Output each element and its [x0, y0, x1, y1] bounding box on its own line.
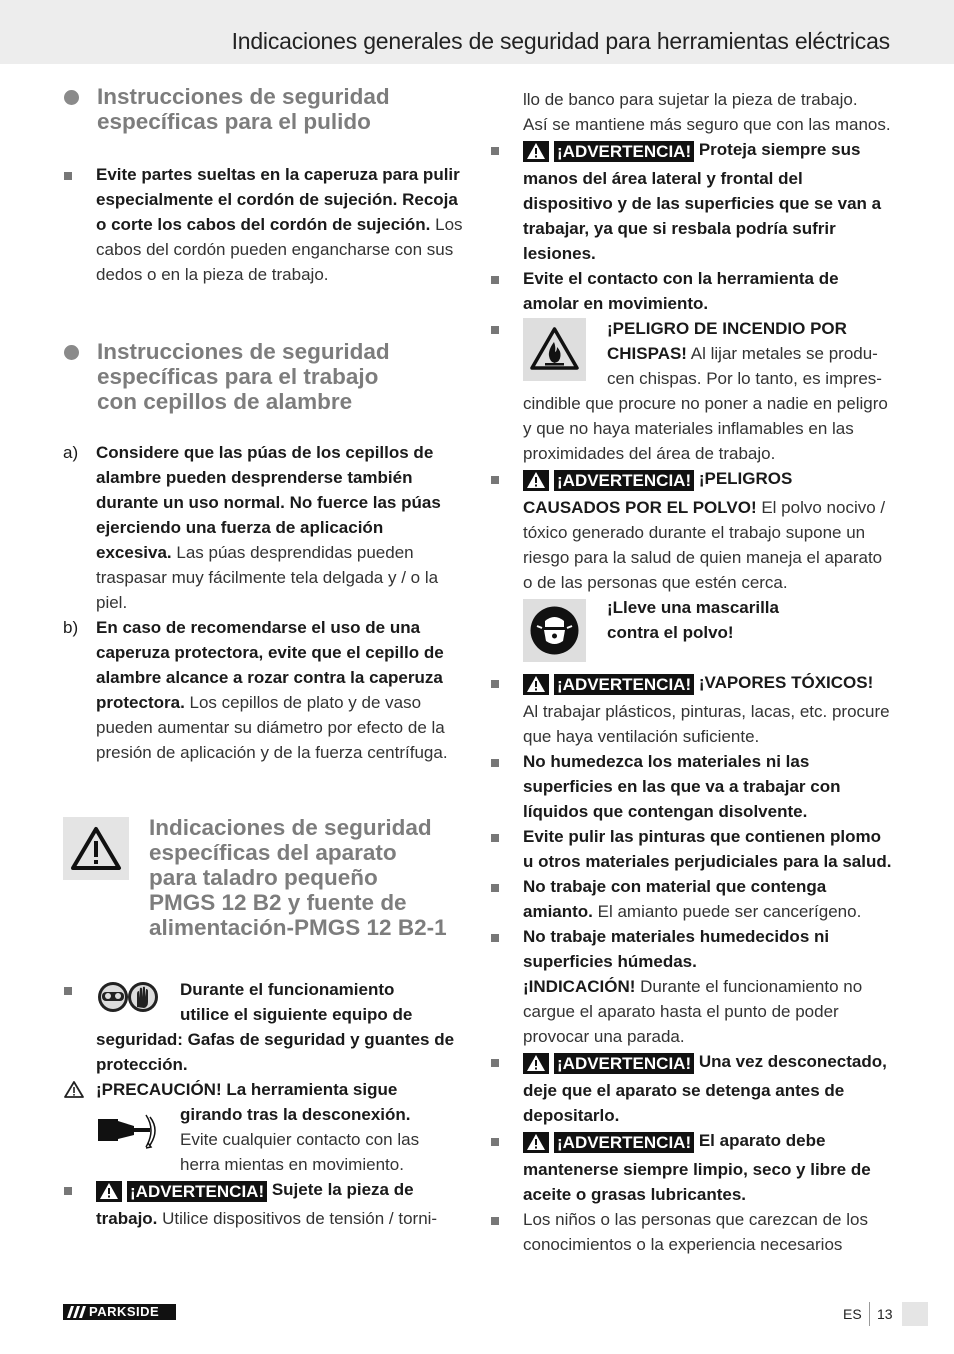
- fire-item: [490, 316, 892, 466]
- warning-label: [523, 674, 694, 699]
- square-bullet-icon: [64, 1187, 72, 1195]
- right-column: [490, 87, 892, 1257]
- item-text: Los cabos del cordón pueden engancharse con sus dedos o en la pieza de trabajo.: [96, 215, 463, 284]
- bullet-dot-icon: [64, 90, 79, 105]
- warning-triangle-icon: [96, 1181, 122, 1202]
- square-bullet-icon: [491, 1059, 499, 1067]
- continued-text: [490, 87, 892, 137]
- warning-box: [63, 817, 129, 880]
- warning-item-stop: [490, 1049, 892, 1128]
- square-bullet-icon: [491, 276, 499, 284]
- square-bullet-icon: [64, 987, 72, 995]
- item-bold-text: Sujete la pieza de trabajo.: [96, 1180, 414, 1228]
- warning-item-clamp: [63, 1177, 463, 1231]
- section-heading-polishing: [63, 84, 463, 134]
- square-bullet-icon: [491, 680, 499, 688]
- brand-name: PARKSIDE: [89, 1304, 160, 1319]
- heading-line: alimentación-PMGS 12 B2-1: [149, 915, 447, 940]
- caution-note: herra mientas en movimiento.: [180, 1155, 404, 1174]
- item-text: Las púas desprendidas pueden traspasar muy fácilmente tela delgada y / o la piel.: [96, 543, 439, 612]
- item-text: Los niños o las personas que carezcan de los conocimientos o la experiencia necesarios: [523, 1210, 868, 1254]
- warning-triangle-icon: [523, 470, 549, 491]
- heading-line: Indicaciones de seguridad: [149, 815, 432, 840]
- warning-item-dust: [490, 466, 892, 595]
- square-bullet-icon: [491, 147, 499, 155]
- square-bullet-icon: [64, 172, 72, 180]
- item-bold-text: seguridad: Gafas de seguridad y guantes de protección.: [96, 1030, 455, 1074]
- item-bold-text: contra el polvo!: [607, 623, 734, 642]
- item-bold-text: ¡INDICACIÓN!: [523, 977, 636, 996]
- warning-badge: ¡ADVERTENCIA!: [554, 1053, 694, 1074]
- fire-hazard-icon: [523, 318, 586, 381]
- warning-label: [523, 470, 694, 495]
- footer-tab: [902, 1302, 928, 1326]
- square-bullet-icon: [491, 1217, 499, 1225]
- item-bold-text: ¡VAPORES TÓXICOS!: [694, 673, 874, 692]
- caution-triangle-icon: [63, 1080, 85, 1106]
- item-text: Al lijar metales se produ-: [686, 344, 878, 363]
- list-item: [490, 749, 892, 824]
- heading-line: específicas para el trabajo: [97, 364, 379, 389]
- item-bold-text: CHISPAS!: [607, 344, 687, 363]
- square-bullet-icon: [491, 326, 499, 334]
- warning-label: [523, 1132, 694, 1157]
- item-bold-text: Una vez desconectado, deje que el aparato se detenga antes de depositarlo.: [523, 1052, 887, 1125]
- item-bold-text: No trabaje con material que contenga amianto.: [523, 877, 827, 921]
- goggles-gloves-icon: [97, 980, 159, 1014]
- language-code: ES: [843, 1306, 862, 1322]
- warning-triangle-icon: [523, 141, 549, 162]
- heading-line: específicas del aparato: [149, 840, 397, 865]
- section-heading-wire-brush: [63, 339, 463, 414]
- bullet-dot-icon: [64, 345, 79, 360]
- item-bold-text: ¡Lleve una mascarilla: [607, 598, 779, 617]
- parkside-logo: [63, 1304, 176, 1320]
- warning-badge: ¡ADVERTENCIA!: [127, 1181, 267, 1202]
- caution-note: Evite cualquier contacto con las: [180, 1130, 420, 1149]
- square-bullet-icon: [491, 884, 499, 892]
- list-item: [490, 1207, 892, 1257]
- heading-line: Instrucciones de seguridad: [97, 339, 390, 364]
- list-item: [490, 266, 892, 316]
- section-heading-device: [63, 815, 463, 945]
- list-item-ppe: [63, 977, 463, 1077]
- warning-item-vapors: [490, 670, 892, 749]
- heading-line: PMGS 12 B2 y fuente de: [149, 890, 407, 915]
- dust-mask-icon: [523, 599, 586, 662]
- item-text: llo de banco para sujetar la pieza de trabajo.: [523, 90, 858, 109]
- warning-badge: ¡ADVERTENCIA!: [554, 141, 694, 162]
- list-item: [63, 162, 463, 287]
- warning-triangle-icon: [523, 1053, 549, 1074]
- square-bullet-icon: [491, 934, 499, 942]
- square-bullet-icon: [491, 834, 499, 842]
- item-bold-text: Evite partes sueltas en la caperuza para pulir especialmente el cordón de sujeción. Recoja o corte los cabos del cordón de sujeción.: [96, 165, 460, 234]
- page-title: Indicaciones generales de seguridad para herramientas eléctricas: [231, 28, 890, 54]
- item-bold-text: Evite el contacto con la herramienta de amolar en movimiento.: [523, 269, 839, 313]
- item-text: El polvo nocivo / tóxico generado durante el trabajo supone un riesgo para la salud de quien maneja el aparato o de las personas que estén cerca.: [523, 498, 886, 592]
- caution-text: ¡PRECAUCIÓN! La herramienta sigue: [96, 1080, 398, 1099]
- item-text: Utilice dispositivos de tensión / torni-: [157, 1209, 438, 1228]
- heading-line: para taladro pequeño: [149, 865, 378, 890]
- warning-triangle-icon: [523, 1132, 549, 1153]
- list-item-b: [63, 615, 463, 765]
- square-bullet-icon: [491, 759, 499, 767]
- page-header: [0, 0, 954, 64]
- square-bullet-icon: [491, 1138, 499, 1146]
- heading-text: [149, 815, 447, 940]
- warning-badge: ¡ADVERTENCIA!: [554, 674, 694, 695]
- heading-line: con cepillos de alambre: [97, 389, 353, 414]
- item-text: Así se mantiene más seguro que con las manos.: [523, 115, 891, 134]
- warning-label: [523, 1053, 694, 1078]
- item-label: a): [63, 443, 79, 462]
- warning-badge: ¡ADVERTENCIA!: [554, 1132, 694, 1153]
- item-text: cindible que procure no poner a nadie en peligro y que no haya materiales inflamables en las proximidades del área de trabajo.: [523, 394, 888, 463]
- list-item: [490, 874, 892, 924]
- warning-item-hands: [490, 137, 892, 266]
- item-text: El amianto puede ser cancerígeno.: [592, 902, 862, 921]
- item-bold-text: Evite pulir las pinturas que contienen plomo u otros materiales perjudiciales para la salud.: [523, 827, 892, 871]
- item-bold-text: utilice el siguiente equipo de: [180, 1005, 413, 1024]
- item-label: b): [63, 618, 79, 637]
- item-bold-text: En caso de recomendarse el uso de una caperuza protectora, evite que el cepillo de alambre alcance a rozar contra la caperuza protectora.: [96, 618, 444, 712]
- item-bold-text: No humedezca los materiales ni las superficies en las que va a trabajar con líquidos que contengan disolvente.: [523, 752, 841, 821]
- caution-text: girando tras la desconexión.: [180, 1105, 411, 1124]
- item-text: Durante el funcionamiento no cargue el aparato hasta el punto de poder provocar una parada.: [523, 977, 863, 1046]
- caution-item: [63, 1077, 463, 1177]
- list-item-a: [63, 440, 463, 615]
- heading-line: Instrucciones de seguridad: [97, 84, 390, 109]
- list-item: [490, 824, 892, 874]
- warning-badge: ¡ADVERTENCIA!: [554, 470, 694, 491]
- logo-slashes-icon: [67, 1306, 87, 1318]
- item-text: Al trabajar plásticos, pinturas, lacas, etc. procure que haya ventilación suficiente.: [523, 702, 890, 746]
- square-bullet-icon: [491, 476, 499, 484]
- mask-item: [490, 595, 892, 670]
- warning-label: [523, 141, 694, 166]
- rotating-tool-icon: [96, 1107, 162, 1164]
- item-text: Los cepillos de plato y de vaso pueden aumentar su diámetro por efecto de la presión de aplicación y de la fuerza centrífuga.: [96, 693, 448, 762]
- warning-triangle-icon: [63, 817, 129, 880]
- item-bold-text: Proteja siempre sus manos del área lateral y frontal del dispositivo y de las superficies que se van a trabajar, ya que si resbala podría sufrir lesiones.: [523, 140, 882, 263]
- item-bold-text: Durante el funcionamiento: [180, 980, 395, 999]
- footer-divider: [869, 1302, 870, 1326]
- item-bold-text: Considere que las púas de los cepillos de alambre pueden desprenderse también durante un uso normal. No fuerce las púas ejerciendo una fuerza de aplicación excesiva.: [96, 443, 441, 562]
- heading-line: específicas para el pulido: [97, 109, 371, 134]
- left-column: [63, 84, 463, 1231]
- item-bold-text: No trabaje materiales humedecidos ni superficies húmedas.: [523, 927, 830, 971]
- page-number: 13: [877, 1306, 893, 1322]
- list-item: [490, 924, 892, 1049]
- item-bold-text: ¡PELIGROS CAUSADOS POR EL POLVO!: [523, 469, 793, 517]
- item-text: cen chispas. Por lo tanto, es impres-: [607, 369, 882, 388]
- item-bold-text: ¡PELIGRO DE INCENDIO POR: [607, 319, 847, 338]
- warning-item-clean: [490, 1128, 892, 1207]
- item-bold-text: El aparato debe mantenerse siempre limpio, seco y libre de aceite o grasas lubricantes.: [523, 1131, 871, 1204]
- warning-label: [96, 1181, 267, 1206]
- warning-triangle-icon: [523, 674, 549, 695]
